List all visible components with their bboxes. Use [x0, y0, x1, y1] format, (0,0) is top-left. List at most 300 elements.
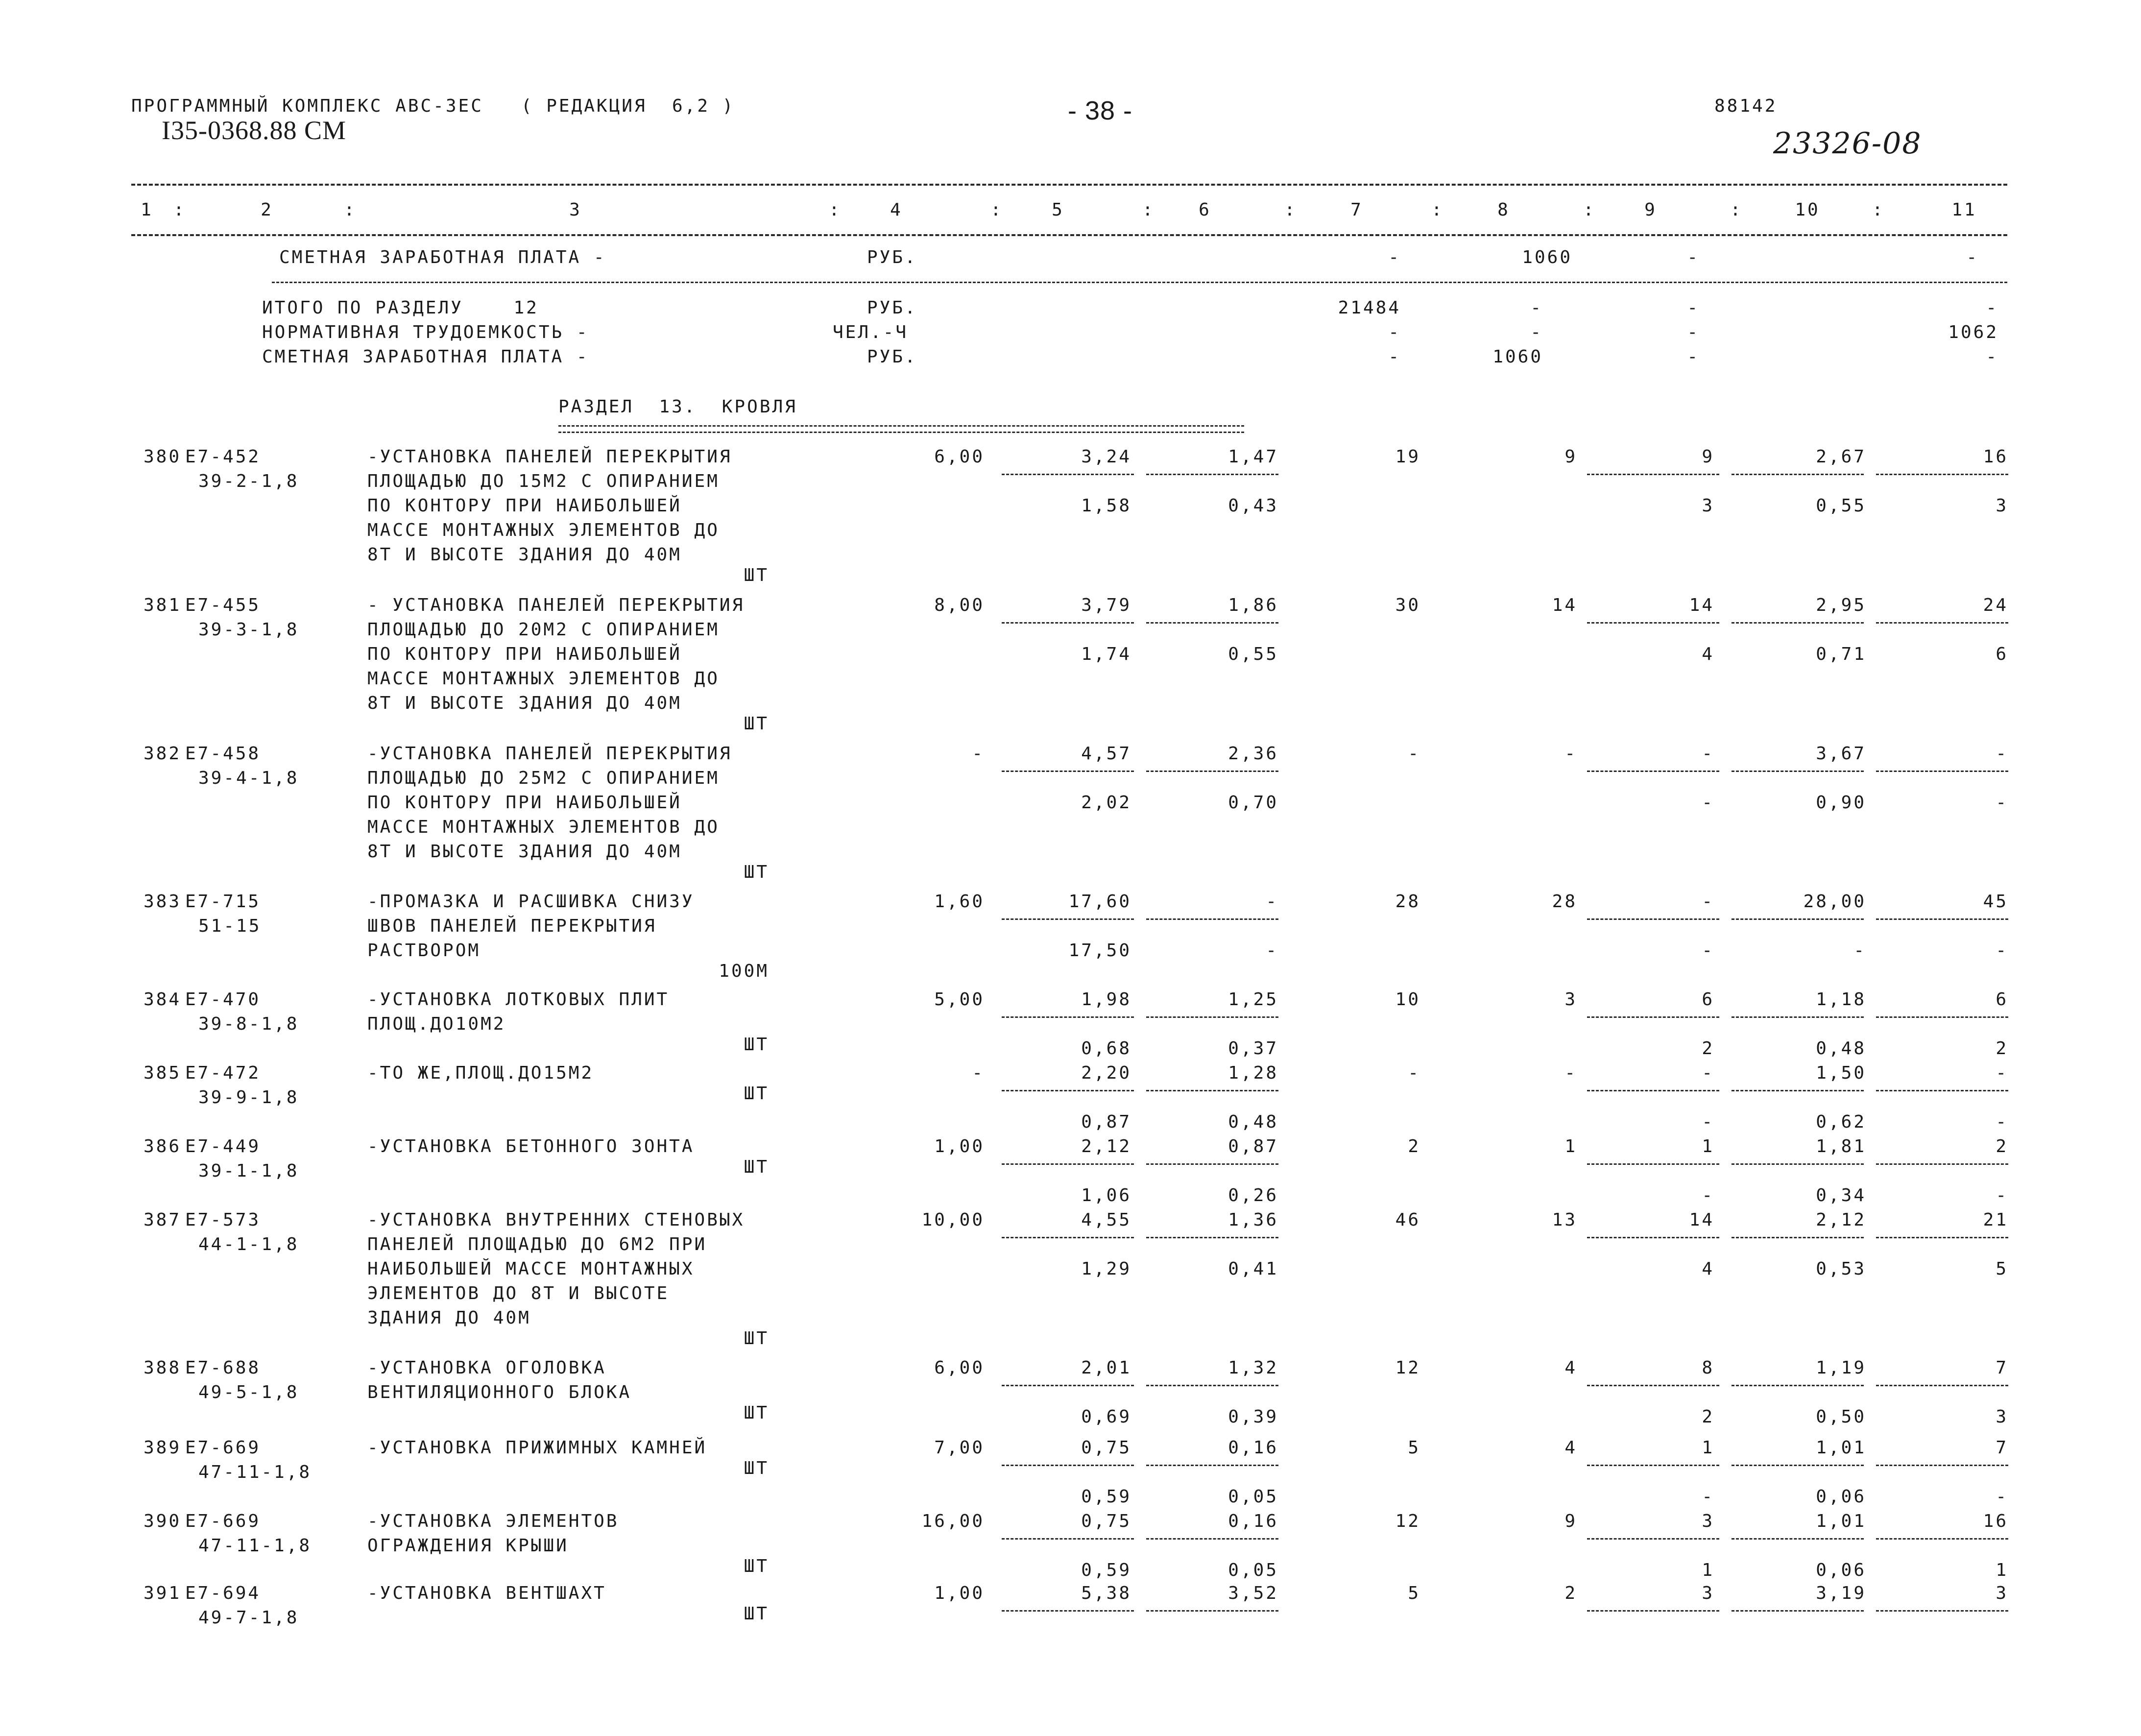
header-rule-bottom	[131, 234, 2007, 236]
fraction-rule	[1732, 622, 1864, 624]
fraction-rule	[1002, 1237, 1134, 1238]
total-machine: -	[1702, 1063, 1714, 1083]
description-line: МАССЕ МОНТАЖНЫХ ЭЛЕМЕНТОВ ДО	[367, 669, 720, 689]
row-number: 385	[143, 1063, 181, 1083]
unit-machine-cost: 0,16	[1228, 1438, 1278, 1458]
unit: ШТ	[744, 862, 769, 882]
unit-machine-cost: 1,47	[1228, 447, 1278, 467]
fraction-rule	[1002, 1385, 1134, 1386]
fraction-rule	[1587, 1465, 1719, 1466]
machinist-labor-per-unit: 0,34	[1816, 1185, 1866, 1206]
summary-c11: -	[1986, 298, 1998, 318]
machinist-labor-total: -	[1996, 1185, 2008, 1206]
unit-wages: 2,02	[1081, 793, 1131, 813]
fraction-rule	[1002, 1163, 1134, 1165]
labor-per-unit: 28,00	[1803, 892, 1866, 912]
rate-code: Е7-573	[185, 1210, 261, 1230]
quantity: 6,00	[934, 447, 985, 467]
fraction-rule	[1146, 1090, 1278, 1091]
fraction-rule	[1732, 1237, 1864, 1238]
total-machine: 14	[1689, 1210, 1714, 1230]
fraction-rule	[1146, 1237, 1278, 1238]
fraction-rule	[1002, 1538, 1134, 1540]
total-cost: 5	[1408, 1583, 1420, 1603]
description-line: -УСТАНОВКА ВЕНТШАХТ	[367, 1583, 606, 1603]
labor-total: 6	[1996, 989, 2008, 1010]
unit-cost: 1,98	[1081, 989, 1131, 1010]
unit-cost: 3,24	[1081, 447, 1131, 467]
total-wages: 9	[1564, 447, 1577, 467]
unit-cost: 0,75	[1081, 1511, 1131, 1531]
fraction-rule	[1146, 1163, 1278, 1165]
fraction-rule	[1587, 1538, 1719, 1540]
labor-total: -	[1996, 744, 2008, 764]
labor-total: 7	[1996, 1358, 2008, 1378]
fraction-rule	[1587, 771, 1719, 772]
unit-wages: 1,06	[1081, 1185, 1131, 1206]
labor-per-unit: 1,01	[1816, 1438, 1866, 1458]
row-number: 391	[143, 1583, 181, 1603]
unit-machine-wages: 0,70	[1228, 793, 1278, 813]
unit-wages: 0,69	[1081, 1407, 1131, 1427]
unit-machine-wages: 0,43	[1228, 496, 1278, 516]
description-line: ШВОВ ПАНЕЛЕЙ ПЕРЕКРЫТИЯ	[367, 916, 657, 936]
machinist-labor-total: 2	[1996, 1038, 2008, 1059]
summary-unit: ЧЕЛ.-Ч	[833, 322, 909, 342]
description-line: ЗДАНИЯ ДО 40М	[367, 1308, 531, 1328]
machine-wages-total: 4	[1702, 644, 1714, 664]
summary-c11: -	[1986, 347, 1998, 367]
machine-wages-total: -	[1702, 1112, 1714, 1132]
summary-c9: -	[1687, 322, 1700, 342]
unit-machine-wages: 0,26	[1228, 1185, 1278, 1206]
machinist-labor-per-unit: 0,53	[1816, 1259, 1866, 1279]
column-separator: :	[173, 200, 186, 220]
total-cost: 5	[1408, 1438, 1420, 1458]
unit-wages: 0,59	[1081, 1487, 1131, 1507]
total-machine: -	[1702, 744, 1714, 764]
unit-machine-cost: 2,36	[1228, 744, 1278, 764]
unit-wages: 17,50	[1068, 940, 1131, 961]
rate-subcode: 49-5-1,8	[198, 1382, 299, 1402]
fraction-rule	[1732, 1090, 1864, 1091]
description-line: МАССЕ МОНТАЖНЫХ ЭЛЕМЕНТОВ ДО	[367, 520, 720, 540]
total-wages: -	[1564, 1063, 1577, 1083]
quantity: 16,00	[921, 1511, 985, 1531]
row-number: 383	[143, 892, 181, 912]
summary-c7: -	[1388, 247, 1401, 267]
rate-code: Е7-715	[185, 892, 261, 912]
unit-machine-cost: 1,25	[1228, 989, 1278, 1010]
fraction-rule	[1732, 474, 1864, 475]
fraction-rule	[1732, 1385, 1864, 1386]
machinist-labor-total: 3	[1996, 1407, 2008, 1427]
fraction-rule	[1587, 1237, 1719, 1238]
fraction-rule	[1876, 1385, 2008, 1386]
column-number: 6	[1199, 200, 1211, 220]
machinist-labor-total: -	[1996, 1112, 2008, 1132]
total-cost: 46	[1395, 1210, 1420, 1230]
rate-code: Е7-452	[185, 447, 261, 467]
fraction-rule	[1146, 918, 1278, 920]
total-wages: 2	[1564, 1583, 1577, 1603]
summary-c8: 1060	[1522, 247, 1572, 267]
unit: ШТ	[744, 1604, 769, 1624]
total-wages: 14	[1552, 595, 1577, 615]
machinist-labor-per-unit: 0,50	[1816, 1407, 1866, 1427]
description-line: -УСТАНОВКА ОГОЛОВКА	[367, 1358, 606, 1378]
rate-code: Е7-470	[185, 989, 261, 1010]
row-number: 389	[143, 1438, 181, 1458]
labor-per-unit: 2,67	[1816, 447, 1866, 467]
machinist-labor-per-unit: 0,48	[1816, 1038, 1866, 1059]
fraction-rule	[1002, 1016, 1134, 1018]
fraction-rule	[1146, 771, 1278, 772]
fraction-rule	[1876, 1465, 2008, 1466]
unit-machine-wages: 0,39	[1228, 1407, 1278, 1427]
fraction-rule	[1876, 1090, 2008, 1091]
fraction-rule	[1876, 622, 2008, 624]
description-line: 8Т И ВЫСОТЕ ЗДАНИЯ ДО 40М	[367, 545, 682, 565]
labor-total: 45	[1983, 892, 2008, 912]
labor-per-unit: 1,19	[1816, 1358, 1866, 1378]
unit-machine-wages: 0,48	[1228, 1112, 1278, 1132]
machinist-labor-per-unit: 0,71	[1816, 644, 1866, 664]
column-separator: :	[1872, 200, 1885, 220]
fraction-rule	[1876, 1016, 2008, 1018]
fraction-rule	[1587, 622, 1719, 624]
rate-code: Е7-449	[185, 1136, 261, 1157]
quantity: -	[972, 1063, 985, 1083]
unit: ШТ	[744, 1403, 769, 1423]
column-separator: :	[1142, 200, 1155, 220]
description-line: -ТО ЖЕ,ПЛОЩ.ДО15М2	[367, 1063, 594, 1083]
unit-cost: 3,79	[1081, 595, 1131, 615]
total-machine: 14	[1689, 595, 1714, 615]
row-number: 381	[143, 595, 181, 615]
column-number: 10	[1795, 200, 1820, 220]
unit-machine-cost: 3,52	[1228, 1583, 1278, 1603]
machinist-labor-per-unit: -	[1853, 940, 1866, 961]
fraction-rule	[1146, 1385, 1278, 1386]
description-line: ПО КОНТОРУ ПРИ НАИБОЛЬШЕЙ	[367, 793, 682, 813]
total-wages: 1	[1564, 1136, 1577, 1157]
summary-c9: -	[1687, 298, 1700, 318]
total-machine: 8	[1702, 1358, 1714, 1378]
machinist-labor-total: -	[1996, 793, 2008, 813]
column-separator: :	[990, 200, 1003, 220]
column-number: 1	[141, 200, 153, 220]
unit-machine-cost: 1,32	[1228, 1358, 1278, 1378]
column-separator: :	[1284, 200, 1297, 220]
rate-subcode: 39-8-1,8	[198, 1014, 299, 1034]
column-number: 5	[1052, 200, 1064, 220]
unit-machine-cost: 0,16	[1228, 1511, 1278, 1531]
row-number: 386	[143, 1136, 181, 1157]
labor-total: 21	[1983, 1210, 2008, 1230]
unit: ШТ	[744, 1458, 769, 1478]
unit-cost: 2,20	[1081, 1063, 1131, 1083]
quantity: 1,00	[934, 1583, 985, 1603]
rate-subcode: 39-9-1,8	[198, 1087, 299, 1108]
machine-wages-total: -	[1702, 1487, 1714, 1507]
program-title: ПРОГРАММНЫЙ КОМПЛЕКС АВС-ЗЕС ( РЕДАКЦИЯ 6,2 )	[131, 96, 735, 116]
description-line: -УСТАНОВКА ПРИЖИМНЫХ КАМНЕЙ	[367, 1438, 707, 1458]
summary-c8: -	[1530, 322, 1543, 342]
labor-per-unit: 3,19	[1816, 1583, 1866, 1603]
fraction-rule	[1876, 1237, 2008, 1238]
total-machine: 3	[1702, 1511, 1714, 1531]
labor-per-unit: 1,81	[1816, 1136, 1866, 1157]
labor-total: 7	[1996, 1438, 2008, 1458]
fraction-rule	[1002, 1090, 1134, 1091]
section-title-underline	[558, 425, 1244, 433]
quantity: 1,60	[934, 892, 985, 912]
description-line: -УСТАНОВКА ЭЛЕМЕНТОВ	[367, 1511, 619, 1531]
unit-machine-wages: 0,41	[1228, 1259, 1278, 1279]
column-number: 8	[1497, 200, 1510, 220]
summary-c7: -	[1388, 322, 1401, 342]
description-line: ПЛОЩАДЬЮ ДО 20М2 С ОПИРАНИЕМ	[367, 620, 720, 640]
labor-total: 16	[1983, 1511, 2008, 1531]
unit: ШТ	[744, 1035, 769, 1055]
total-wages: 4	[1564, 1358, 1577, 1378]
unit-cost: 2,12	[1081, 1136, 1131, 1157]
total-cost: -	[1408, 744, 1420, 764]
rate-subcode: 47-11-1,8	[198, 1536, 312, 1556]
rate-subcode: 39-2-1,8	[198, 471, 299, 491]
rate-code: Е7-472	[185, 1063, 261, 1083]
unit: ШТ	[744, 1556, 769, 1576]
fraction-rule	[1876, 1163, 2008, 1165]
description-line: ПЛОЩАДЬЮ ДО 25М2 С ОПИРАНИЕМ	[367, 768, 720, 788]
description-line: ПО КОНТОРУ ПРИ НАИБОЛЬШЕЙ	[367, 496, 682, 516]
unit: ШТ	[744, 1328, 769, 1349]
total-cost: 12	[1395, 1358, 1420, 1378]
machinist-labor-per-unit: 0,90	[1816, 793, 1866, 813]
unit-machine-cost: 1,36	[1228, 1210, 1278, 1230]
summary-c8: 1060	[1492, 347, 1543, 367]
quantity: 5,00	[934, 989, 985, 1010]
column-separator: :	[1730, 200, 1743, 220]
fraction-rule	[1146, 474, 1278, 475]
fraction-rule	[1587, 918, 1719, 920]
summary-c11: -	[1966, 247, 1979, 267]
machine-wages-total: -	[1702, 793, 1714, 813]
description-line: МАССЕ МОНТАЖНЫХ ЭЛЕМЕНТОВ ДО	[367, 817, 720, 837]
machine-wages-total: 1	[1702, 1560, 1714, 1580]
description-line: ВЕНТИЛЯЦИОННОГО БЛОКА	[367, 1382, 632, 1402]
column-separator: :	[829, 200, 842, 220]
summary-c11: 1062	[1948, 322, 1998, 342]
rate-code: Е7-688	[185, 1358, 261, 1378]
unit-machine-cost: 1,28	[1228, 1063, 1278, 1083]
quantity: 1,00	[934, 1136, 985, 1157]
unit-cost: 2,01	[1081, 1358, 1131, 1378]
fraction-rule	[1146, 1465, 1278, 1466]
fraction-rule	[1002, 474, 1134, 475]
unit-cost: 17,60	[1068, 892, 1131, 912]
description-line: -ПРОМАЗКА И РАСШИВКА СНИЗУ	[367, 892, 695, 912]
rate-subcode: 51-15	[198, 916, 262, 936]
row-number: 387	[143, 1210, 181, 1230]
total-wages: 28	[1552, 892, 1577, 912]
fraction-rule	[1002, 1465, 1134, 1466]
unit-cost: 0,75	[1081, 1438, 1131, 1458]
column-number: 11	[1951, 200, 1977, 220]
total-machine: 3	[1702, 1583, 1714, 1603]
summary-c8: -	[1530, 298, 1543, 318]
fraction-rule	[1876, 918, 2008, 920]
description-line: РАСТВОРОМ	[367, 940, 481, 961]
fraction-rule	[1002, 771, 1134, 772]
description-line: ПАНЕЛЕЙ ПЛОЩАДЬЮ ДО 6М2 ПРИ	[367, 1234, 707, 1254]
summary-c9: -	[1687, 247, 1700, 267]
fraction-rule	[1146, 1610, 1278, 1612]
total-wages: 9	[1564, 1511, 1577, 1531]
rate-code: Е7-669	[185, 1511, 261, 1531]
machinist-labor-total: 5	[1996, 1259, 2008, 1279]
fraction-rule	[1732, 1465, 1864, 1466]
total-machine: 1	[1702, 1438, 1714, 1458]
handwritten-number: 23326-08	[1773, 126, 1922, 161]
fraction-rule	[1587, 1610, 1719, 1612]
unit-machine-wages: 0,55	[1228, 644, 1278, 664]
total-cost: 10	[1395, 989, 1420, 1010]
unit-cost: 4,55	[1081, 1210, 1131, 1230]
machinist-labor-total: 1	[1996, 1560, 2008, 1580]
fraction-rule	[1002, 1610, 1134, 1612]
unit: 100М	[719, 961, 769, 981]
total-cost: 19	[1395, 447, 1420, 467]
unit-wages: 0,68	[1081, 1038, 1131, 1059]
row-number: 390	[143, 1511, 181, 1531]
quantity: 6,00	[934, 1358, 985, 1378]
labor-per-unit: 1,01	[1816, 1511, 1866, 1531]
column-number: 7	[1350, 200, 1363, 220]
machinist-labor-total: 3	[1996, 496, 2008, 516]
row-number: 384	[143, 989, 181, 1010]
unit-cost: 4,57	[1081, 744, 1131, 764]
description-line: НАИБОЛЬШЕЙ МАССЕ МОНТАЖНЫХ	[367, 1259, 695, 1279]
unit-wages: 1,74	[1081, 644, 1131, 664]
unit-machine-wages: 0,37	[1228, 1038, 1278, 1059]
total-machine: -	[1702, 892, 1714, 912]
header-rule-top	[131, 184, 2007, 186]
labor-per-unit: 1,18	[1816, 989, 1866, 1010]
page-number: - 38 -	[1068, 96, 1133, 125]
rate-code: Е7-694	[185, 1583, 261, 1603]
description-line: - УСТАНОВКА ПАНЕЛЕЙ ПЕРЕКРЫТИЯ	[367, 595, 745, 615]
column-number: 2	[261, 200, 273, 220]
quantity: 10,00	[921, 1210, 985, 1230]
summary-label: ИТОГО ПО РАЗДЕЛУ 12	[262, 298, 539, 318]
fraction-rule	[1587, 1016, 1719, 1018]
total-wages: 13	[1552, 1210, 1577, 1230]
rate-subcode: 47-11-1,8	[198, 1462, 312, 1482]
rate-code: Е7-455	[185, 595, 261, 615]
section-title: РАЗДЕЛ 13. КРОВЛЯ	[558, 397, 797, 417]
unit-cost: 5,38	[1081, 1583, 1131, 1603]
summary-label: НОРМАТИВНАЯ ТРУДОЕМКОСТЬ -	[262, 322, 589, 342]
column-separator: :	[344, 200, 357, 220]
description-line: -УСТАНОВКА ПАНЕЛЕЙ ПЕРЕКРЫТИЯ	[367, 744, 732, 764]
unit-machine-cost: -	[1266, 892, 1278, 912]
fraction-rule	[1876, 1610, 2008, 1612]
quantity: 7,00	[934, 1438, 985, 1458]
summary-c7: -	[1388, 347, 1401, 367]
total-wages: 4	[1564, 1438, 1577, 1458]
machine-wages-total: -	[1702, 1185, 1714, 1206]
description-line: 8Т И ВЫСОТЕ ЗДАНИЯ ДО 40М	[367, 842, 682, 862]
total-machine: 9	[1702, 447, 1714, 467]
fraction-rule	[1876, 474, 2008, 475]
rate-subcode: 39-4-1,8	[198, 768, 299, 788]
labor-total: -	[1996, 1063, 2008, 1083]
unit-machine-cost: 0,87	[1228, 1136, 1278, 1157]
unit-wages: 1,58	[1081, 496, 1131, 516]
column-number: 3	[569, 200, 582, 220]
summary-c7: 21484	[1338, 298, 1401, 318]
description-line: -УСТАНОВКА ВНУТРЕННИХ СТЕНОВЫХ	[367, 1210, 745, 1230]
description-line: -УСТАНОВКА БЕТОННОГО ЗОНТА	[367, 1136, 695, 1157]
unit-wages: 0,87	[1081, 1112, 1131, 1132]
document-code: 88142	[1714, 96, 1778, 116]
machine-wages-total: 2	[1702, 1038, 1714, 1059]
fraction-rule	[1002, 622, 1134, 624]
total-wages: -	[1564, 744, 1577, 764]
unit: ШТ	[744, 1084, 769, 1104]
rate-subcode: 44-1-1,8	[198, 1234, 299, 1254]
total-cost: 2	[1408, 1136, 1420, 1157]
summary-label: СМЕТНАЯ ЗАРАБОТНАЯ ПЛАТА -	[262, 347, 589, 367]
total-cost: 12	[1395, 1511, 1420, 1531]
summary-label: СМЕТНАЯ ЗАРАБОТНАЯ ПЛАТА -	[279, 247, 606, 267]
column-number: 9	[1644, 200, 1657, 220]
description-line: ПЛОЩ.ДО10М2	[367, 1014, 506, 1034]
row-number: 382	[143, 744, 181, 764]
labor-total: 24	[1983, 595, 2008, 615]
labor-total: 16	[1983, 447, 2008, 467]
total-machine: 1	[1702, 1136, 1714, 1157]
quantity: -	[972, 744, 985, 764]
unit-machine-cost: 1,86	[1228, 595, 1278, 615]
machinist-labor-per-unit: 0,06	[1816, 1560, 1866, 1580]
fraction-rule	[1587, 1385, 1719, 1386]
total-cost: 28	[1395, 892, 1420, 912]
unit: ШТ	[744, 1157, 769, 1177]
summary-unit: РУБ.	[867, 247, 917, 267]
description-line: -УСТАНОВКА ПАНЕЛЕЙ ПЕРЕКРЫТИЯ	[367, 447, 732, 467]
labor-per-unit: 3,67	[1816, 744, 1866, 764]
description-line: ЭЛЕМЕНТОВ ДО 8Т И ВЫСОТЕ	[367, 1283, 670, 1303]
rate-code: Е7-669	[185, 1438, 261, 1458]
machinist-labor-total: -	[1996, 940, 2008, 961]
fraction-rule	[1146, 622, 1278, 624]
machinist-labor-per-unit: 0,06	[1816, 1487, 1866, 1507]
fraction-rule	[1732, 1538, 1864, 1540]
fraction-rule	[1732, 1610, 1864, 1612]
fraction-rule	[1732, 771, 1864, 772]
labor-total: 3	[1996, 1583, 2008, 1603]
fraction-rule	[1002, 918, 1134, 920]
rate-subcode: 39-1-1,8	[198, 1161, 299, 1181]
quantity: 8,00	[934, 595, 985, 615]
total-cost: -	[1408, 1063, 1420, 1083]
labor-per-unit: 1,50	[1816, 1063, 1866, 1083]
unit: ШТ	[744, 565, 769, 585]
unit: ШТ	[744, 714, 769, 734]
